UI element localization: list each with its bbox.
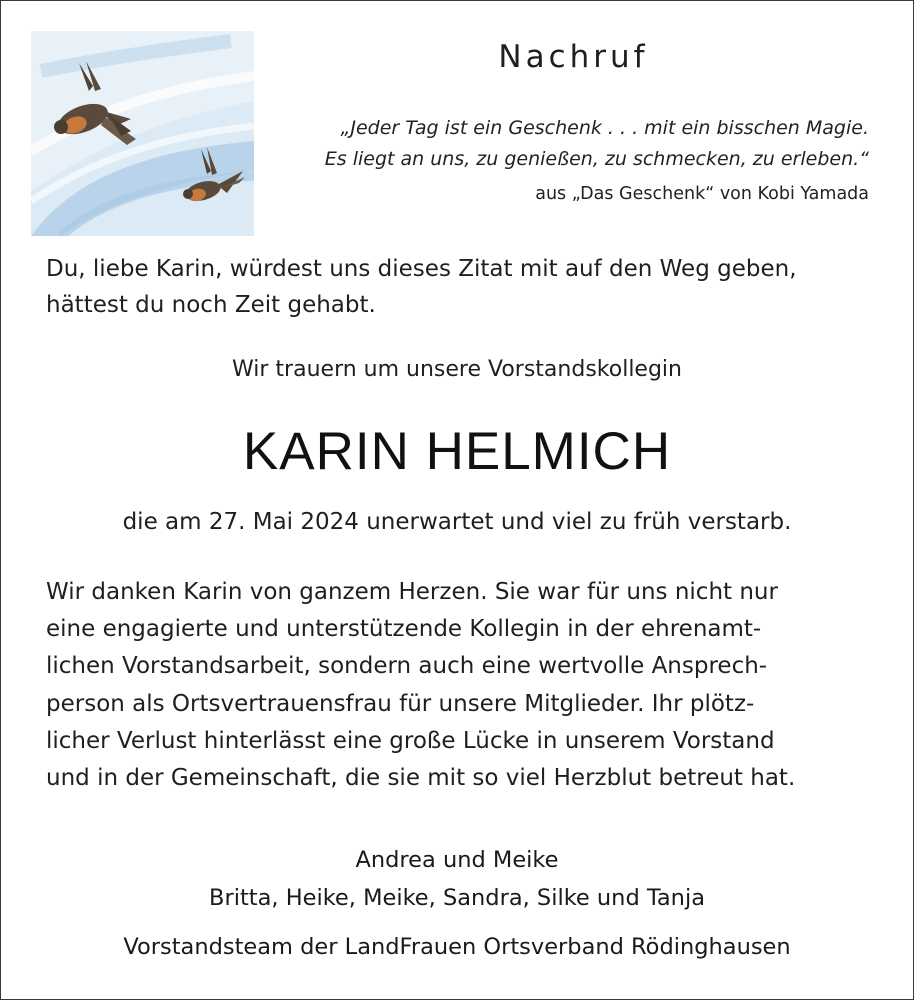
quote-line: „Jeder Tag ist ein Geschenk . . . mit ein bisschen Magie. — [340, 117, 869, 139]
organization-signature: Vorstandsteam der LandFrauen Ortsverband Rödinghausen — [123, 934, 791, 960]
tribute-line: person als Ortsvertrauensfrau für unsere Mitglieder. Ihr plötz- — [46, 690, 755, 717]
quote-block — [269, 113, 869, 175]
tribute-line: und in der Gemeinschaft, die sie mit so viel Herzblut betreut hat. — [46, 765, 796, 792]
deceased-name: KARIN HELMICH — [242, 422, 672, 481]
mourning-line: Wir trauern um unsere Vorstandskollegin — [232, 357, 682, 382]
quote-source: aus „Das Geschenk“ von Kobi Yamada — [535, 184, 869, 204]
tribute-line: Wir danken Karin von ganzem Herzen. Sie war für uns nicht nur — [46, 579, 778, 605]
intro-paragraph — [46, 251, 876, 323]
tribute-paragraph — [46, 574, 870, 797]
birds-image — [31, 31, 254, 236]
intro-line: Du, liebe Karin, würdest uns dieses Zitat mit auf den Weg geben, — [46, 256, 797, 282]
signature-line: Britta, Heike, Meike, Sandra, Silke und Tanja — [209, 885, 705, 911]
tribute-line: lichen Vorstandsarbeit, sondern auch eine wertvolle Ansprech- — [46, 653, 768, 680]
intro-line: hättest du noch Zeit gehabt. — [46, 292, 376, 318]
tribute-line: eine engagierte und unterstützende Kollegin in der ehrenamt- — [46, 616, 762, 643]
death-line: die am 27. Mai 2024 unerwartet und viel zu früh verstarb. — [122, 509, 792, 535]
birds-illustration-icon — [31, 31, 254, 236]
notice-title: Nachruf — [498, 39, 649, 75]
tribute-line: licher Verlust hinterlässt eine große Lücke in unserem Vorstand — [46, 727, 775, 754]
quote-line: Es liegt an uns, zu genießen, zu schmecken, zu erleben.“ — [324, 148, 869, 170]
signature-line: Andrea und Meike — [355, 847, 559, 873]
